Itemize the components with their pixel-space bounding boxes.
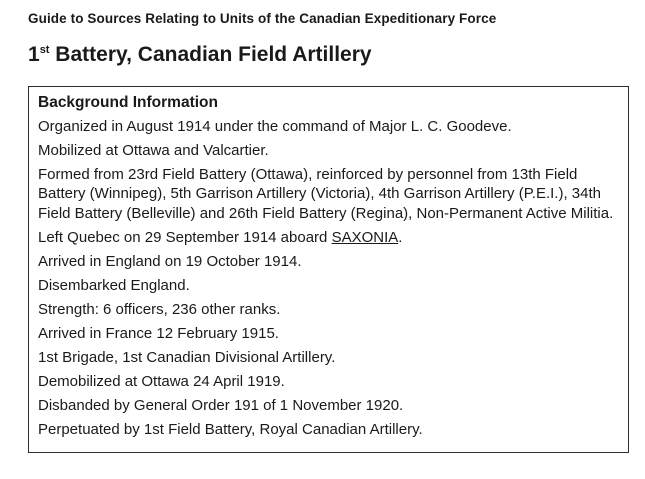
fact-arrived-england: Arrived in England on 19 October 1914. (38, 252, 302, 270)
unit-title (28, 43, 629, 67)
ship-name: SAXONIA (331, 228, 399, 246)
fact-left-quebec-text: Left Quebec on 29 September 1914 aboard (38, 228, 332, 246)
fact-left-quebec-period: . (398, 228, 403, 246)
fact-disembarked: Disembarked England. (38, 276, 190, 294)
background-information-box (28, 86, 629, 453)
unit-ordinal-suffix: st (39, 44, 50, 56)
fact-arrived-france: Arrived in France 12 February 1915. (38, 324, 279, 342)
fact-demobilized: Demobilized at Ottawa 24 April 1919. (38, 372, 285, 390)
fact-left-quebec (38, 228, 618, 248)
fact-organized: Organized in August 1914 under the command of Major L. C. Goodeve. (38, 117, 512, 135)
fact-disbanded: Disbanded by General Order 191 of 1 November 1920. (38, 396, 404, 414)
fact-perpetuated: Perpetuated by 1st Field Battery, Royal Canadian Artillery. (38, 420, 423, 438)
guide-kicker-heading: Guide to Sources Relating to Units of the Canadian Expeditionary Force (28, 11, 497, 26)
fact-formed-from: Formed from 23rd Field Battery (Ottawa), reinforced by personnel from 13th Field Battery (Winnipeg), 5th Garrison Artillery (Victoria), 4th Garrison Artillery (P.E.I.), 34th Field Battery (Belleville) and 26th Field Battery (Regina), Non-Permanent Active Militia. (38, 165, 614, 222)
unit-name: Battery, Canadian Field Artillery (49, 43, 372, 66)
fact-mobilized: Mobilized at Ottawa and Valcartier. (38, 141, 269, 159)
fact-strength: Strength: 6 officers, 236 other ranks. (38, 300, 281, 318)
unit-number: 1 (28, 43, 40, 66)
fact-brigade: 1st Brigade, 1st Canadian Divisional Artillery. (38, 348, 336, 366)
background-information-heading: Background Information (38, 94, 218, 111)
